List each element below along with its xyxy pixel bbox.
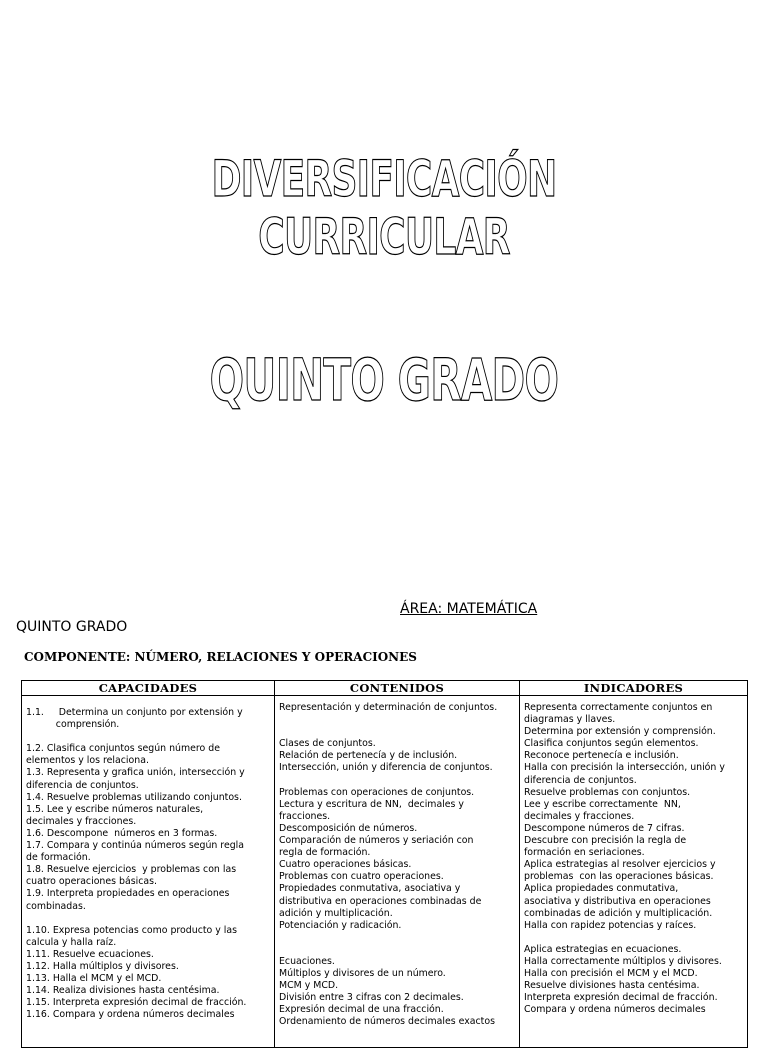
cell-line: adición y multiplicación. bbox=[279, 907, 393, 919]
cell-line: Intersección, unión y diferencia de conjuntos. bbox=[279, 762, 493, 774]
cell-line: MCM y MCD. bbox=[279, 980, 339, 992]
cell-line bbox=[279, 714, 517, 726]
cell-line: Propiedades conmutativa, asociativa y bbox=[279, 883, 461, 895]
cell-line bbox=[524, 932, 745, 944]
cell-line: problemas con las operaciones básicas. bbox=[524, 871, 714, 883]
cell-line bbox=[26, 731, 272, 743]
document-subtitle: QUINTO GRADO bbox=[209, 346, 559, 414]
cell-line: 1.16. Compara y ordena números decimales bbox=[26, 1009, 235, 1021]
cell-line: formación en seriaciones. bbox=[524, 847, 645, 859]
cell-line: comprensión. bbox=[26, 719, 120, 731]
cell-line: División entre 3 cifras con 2 decimales. bbox=[279, 992, 464, 1004]
cell-line: Halla con precisión el MCM y el MCD. bbox=[524, 968, 698, 980]
cell-line: 1.12. Halla múltiplos y divisores. bbox=[26, 960, 179, 972]
cell-line: Resuelve problemas con conjuntos. bbox=[524, 786, 691, 798]
cell-line: Cuatro operaciones básicas. bbox=[279, 859, 412, 871]
cell-line: Reconoce pertenecía e inclusión. bbox=[524, 750, 679, 762]
cell-line: Problemas con cuatro operaciones. bbox=[279, 871, 444, 883]
grade-label: QUINTO GRADO bbox=[16, 619, 128, 635]
cell-line: Múltiplos y divisores de un número. bbox=[279, 968, 446, 980]
cell-line: Problemas con operaciones de conjuntos. bbox=[279, 786, 475, 798]
cell-line: Comparación de números y seriación con bbox=[279, 835, 474, 847]
cell-line: de formación. bbox=[26, 852, 91, 864]
cell-line bbox=[26, 913, 272, 925]
cell-line: Expresión decimal de una fracción. bbox=[279, 1004, 444, 1016]
cell-line: Ordenamiento de números decimales exactos bbox=[279, 1016, 495, 1028]
cell-line: 1.1. Determina un conjunto por extensión y bbox=[26, 707, 243, 718]
cell-line: 1.9. Interpreta propiedades en operaciones bbox=[26, 888, 230, 900]
cell-line: 1.6. Descompone números en 3 formas. bbox=[26, 827, 218, 839]
cell-line: Halla con precisión la intersección, unión y bbox=[524, 762, 725, 774]
cell-line: Aplica estrategias al resolver ejercicios y bbox=[524, 859, 716, 871]
cell-line: Representación y determinación de conjuntos. bbox=[279, 702, 498, 713]
cell-line: Relación de pertenecía y de inclusión. bbox=[279, 750, 458, 762]
cell-line: elementos y los relaciona. bbox=[26, 755, 149, 767]
cell-line: combinadas. bbox=[26, 900, 86, 912]
cell-line: 1.11. Resuelve ecuaciones. bbox=[26, 948, 154, 960]
cell-line: Potenciación y radicación. bbox=[279, 919, 402, 931]
header-indicadores: INDICADORES bbox=[520, 681, 748, 696]
cell-line: Descomposición de números. bbox=[279, 822, 418, 834]
cell-line: Clases de conjuntos. bbox=[279, 738, 376, 750]
cell-line: Descubre con precisión la regla de bbox=[524, 835, 687, 847]
cell-line: Clasifica conjuntos según elementos. bbox=[524, 738, 699, 750]
cell-line: 1.4. Resuelve problemas utilizando conjuntos. bbox=[26, 791, 242, 803]
cell-line: Compara y ordena números decimales bbox=[524, 1004, 706, 1016]
cell-line: 1.14. Realiza divisiones hasta centésima. bbox=[26, 985, 220, 997]
cell-line: combinadas de adición y multiplicación. bbox=[524, 907, 713, 919]
cell-line: calcula y halla raíz. bbox=[26, 936, 117, 948]
cell-line: 1.2. Clasifica conjuntos según número de bbox=[26, 743, 220, 755]
cell-line: Descompone números de 7 cifras. bbox=[524, 822, 685, 834]
cell-line: 1.15. Interpreta expresión decimal de fracción. bbox=[26, 997, 247, 1009]
table-header-row bbox=[22, 681, 748, 696]
cell-line: Representa correctamente conjuntos en bbox=[524, 702, 713, 713]
cell-line: Ecuaciones. bbox=[279, 955, 335, 967]
cell-line: 1.8. Resuelve ejercicios y problemas con las bbox=[26, 864, 237, 876]
cell-line: Resuelve divisiones hasta centésima. bbox=[524, 980, 700, 992]
capacidades-cell bbox=[22, 696, 275, 1048]
indicadores-cell bbox=[520, 696, 748, 1048]
cell-line: diferencia de conjuntos. bbox=[524, 774, 637, 786]
cell-line: 1.13. Halla el MCM y el MCD. bbox=[26, 973, 162, 985]
cell-line: diferencia de conjuntos. bbox=[26, 779, 139, 791]
cell-line: Aplica propiedades conmutativa, bbox=[524, 883, 679, 895]
cell-line: Interpreta expresión decimal de fracción. bbox=[524, 992, 718, 1004]
cell-line: Lectura y escritura de NN, decimales y bbox=[279, 798, 464, 810]
cell-line: Lee y escribe correctamente NN, bbox=[524, 798, 681, 810]
header-contenidos: CONTENIDOS bbox=[275, 681, 520, 696]
cell-line: decimales y fracciones. bbox=[26, 815, 137, 827]
cell-line: 1.3. Representa y grafica unión, intersección y bbox=[26, 767, 245, 779]
contenidos-cell bbox=[275, 696, 520, 1048]
cell-line: asociativa y distributiva en operaciones bbox=[524, 895, 711, 907]
area-heading: ÁREA: MATEMÁTICA bbox=[400, 601, 538, 617]
cell-line: 1.7. Compara y continúa números según regla bbox=[26, 840, 245, 852]
cell-line: Aplica estrategias en ecuaciones. bbox=[524, 943, 682, 955]
cell-line: Halla con rapidez potencias y raíces. bbox=[524, 919, 697, 931]
cell-line: regla de formación. bbox=[279, 847, 371, 859]
cell-line: distributiva en operaciones combinadas de bbox=[279, 895, 482, 907]
cell-line: Halla correctamente múltiplos y divisores. bbox=[524, 955, 722, 967]
cell-line: 1.5. Lee y escribe números naturales, bbox=[26, 803, 204, 815]
table-row bbox=[22, 696, 748, 1048]
cell-line bbox=[279, 775, 517, 787]
component-heading: COMPONENTE: NÚMERO, RELACIONES Y OPERACIONES bbox=[24, 650, 417, 664]
cell-line: Determina por extensión y comprensión. bbox=[524, 726, 716, 738]
cell-line: decimales y fracciones. bbox=[524, 810, 635, 822]
cell-line: diagramas y llaves. bbox=[524, 714, 616, 726]
cell-line: fracciones. bbox=[279, 810, 331, 822]
header-capacidades: CAPACIDADES bbox=[22, 681, 275, 696]
cell-line bbox=[279, 726, 517, 738]
curriculum-table bbox=[21, 680, 748, 1048]
cell-line: cuatro operaciones básicas. bbox=[26, 876, 157, 888]
cell-line bbox=[279, 932, 517, 944]
document-title: DIVERSIFICACIÓN CURRICULAR bbox=[211, 150, 557, 266]
cell-line bbox=[279, 944, 517, 956]
cell-line: 1.10. Expresa potencias como producto y las bbox=[26, 924, 237, 936]
